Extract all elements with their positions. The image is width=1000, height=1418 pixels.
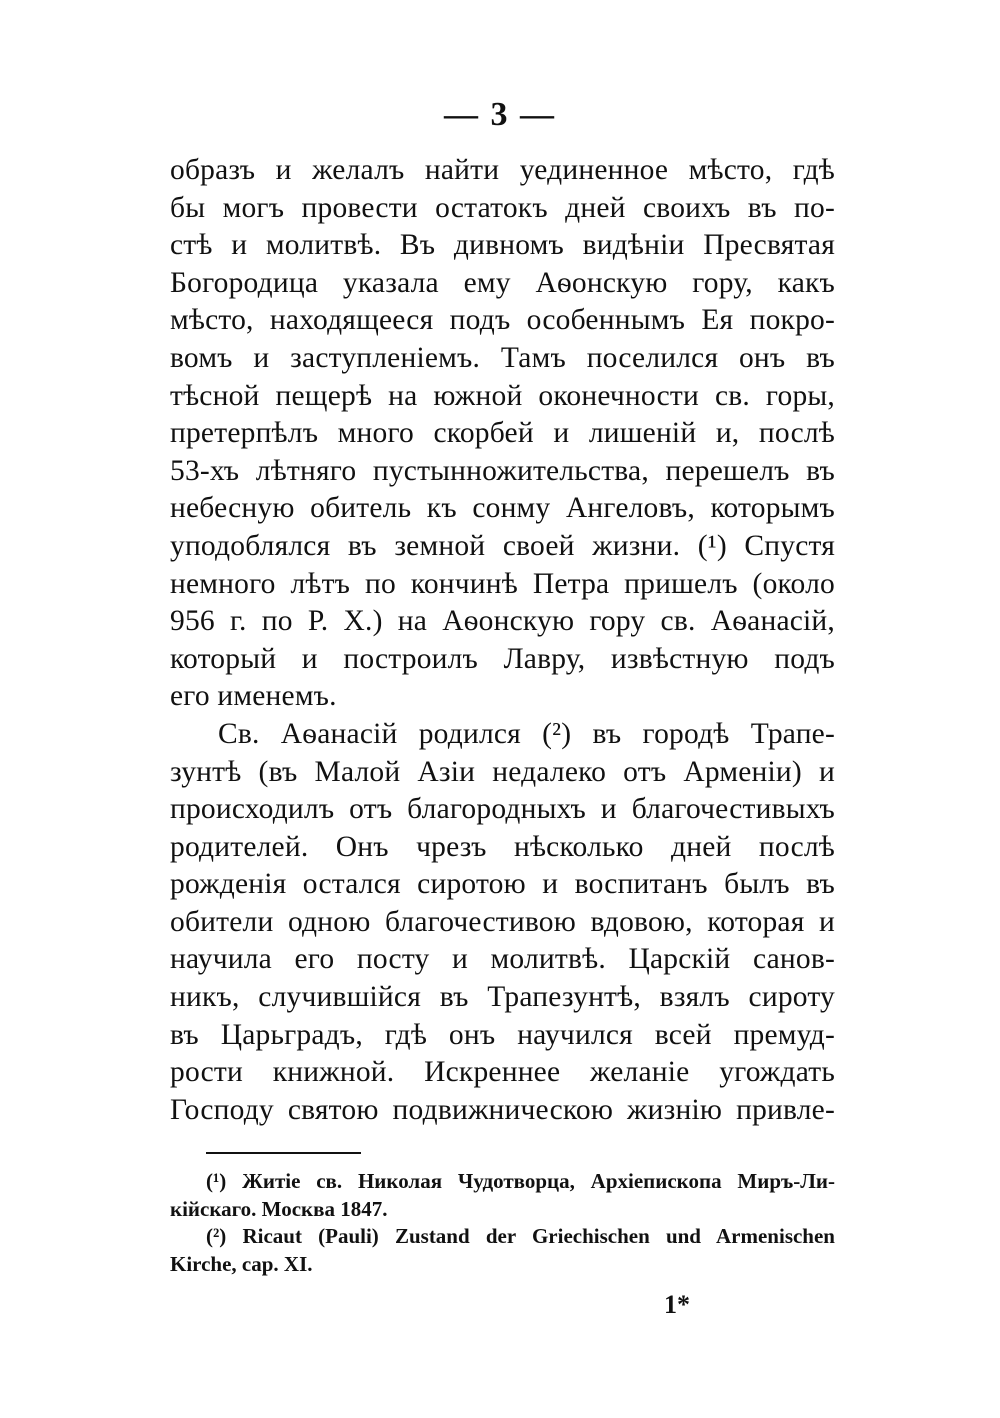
footnote-1 xyxy=(170,1168,835,1223)
text-line: въ Царьградъ, гдѣ онъ научился всей премуд- xyxy=(170,1018,835,1051)
text-line: научила его посту и молитвѣ. Царскій санов- xyxy=(170,943,835,976)
text-line: образъ и желалъ найти уединенное мѣсто, гдѣ xyxy=(170,154,835,186)
text-line: зунтѣ (въ Малой Азіи недалеко отъ Арменіи) и xyxy=(170,755,835,788)
text-line: немного лѣтъ по кончинѣ Петра пришелъ (около xyxy=(170,567,835,600)
text-line: мѣсто, находящееся подъ особеннымъ Ея покро- xyxy=(170,304,835,337)
signature-mark: 1* xyxy=(664,1290,690,1319)
text-line: уподоблялся въ земной своей жизни. (¹) Спустя xyxy=(170,529,835,562)
footnote-2 xyxy=(170,1223,835,1278)
text-line: 956 г. по Р. Х.) на Аѳонскую гору св. Аѳанасій, xyxy=(170,605,835,638)
text-line: претерпѣлъ много скорбей и лишеній и, послѣ xyxy=(170,417,835,450)
text-line: 53-хъ лѣтняго пустынножительства, перешелъ въ xyxy=(170,454,835,487)
text-line: тѣсной пещерѣ на южной оконечности св. горы, xyxy=(170,379,835,412)
text-line: рожденія остался сиротою и воспитанъ былъ въ xyxy=(170,868,835,901)
footnote-line: (²) Ricaut (Pauli) Zustand der Griechischen und Armenischen xyxy=(206,1224,835,1248)
text-line: Богородица указала ему Аѳонскую гору, какъ xyxy=(170,266,835,299)
footnote-divider xyxy=(206,1152,361,1154)
text-line: небесную обитель къ сонму Ангеловъ, которымъ xyxy=(170,492,835,525)
footnotes xyxy=(170,1168,835,1278)
text-line: стѣ и молитвѣ. Въ дивномъ видѣніи Пресвятая xyxy=(170,229,835,262)
text-line: никъ, случившійся въ Трапезунтѣ, взялъ сироту xyxy=(170,981,835,1014)
body-text xyxy=(170,152,835,1129)
text-line: бы могъ провести остатокъ дней своихъ въ по- xyxy=(170,191,835,224)
text-line: обители одною благочестивою вдовою, которая и xyxy=(170,905,835,938)
footnote-line: (¹) Житіе св. Николая Чудотворца, Архіепископа Миръ-Ли- xyxy=(206,1169,835,1193)
text-line: происходилъ отъ благородныхъ и благочестивыхъ xyxy=(170,793,835,826)
paragraph-2 xyxy=(170,716,835,1130)
paragraph-1 xyxy=(170,152,835,716)
text-line: который и построилъ Лавру, извѣстную подъ xyxy=(170,642,835,675)
text-line: его именемъ. xyxy=(170,680,337,713)
text-line: родителей. Онъ чрезъ нѣсколько дней послѣ xyxy=(170,830,835,863)
text-line: рости книжной. Искреннее желаніе угождать xyxy=(170,1056,835,1089)
text-line: Св. Аѳанасій родился (²) въ городѣ Трапе- xyxy=(218,717,835,750)
page-number: — 3 — xyxy=(444,96,556,133)
text-line: вомъ и заступленіемъ. Тамъ поселился онъ въ xyxy=(170,341,835,374)
footnote-line: Kirche, cap. XI. xyxy=(170,1251,313,1276)
footnote-line: кійскаго. Москва 1847. xyxy=(170,1196,388,1221)
text-line: Господу святою подвижническою жизнію привле- xyxy=(170,1093,835,1126)
